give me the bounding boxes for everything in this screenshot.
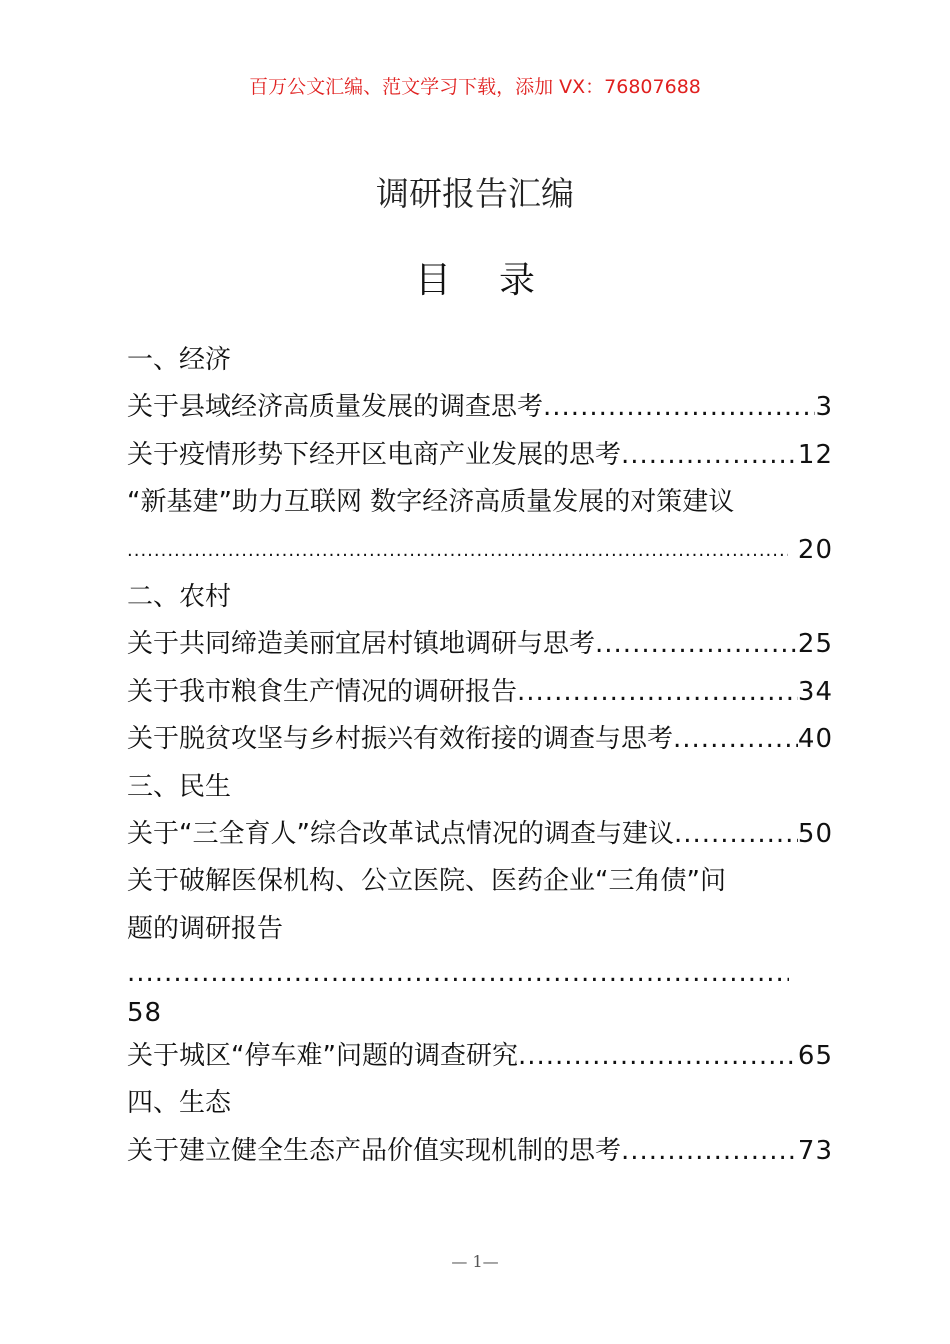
entry-page: 20: [797, 534, 833, 565]
entry-page: 3: [815, 392, 833, 423]
toc-entry[interactable]: [127, 384, 833, 431]
document-title: 调研报告汇编: [376, 174, 574, 213]
table-of-contents: [127, 337, 833, 1175]
section-heading: 四、生态: [127, 1088, 232, 1119]
entry-title: 关于疫情形势下经开区电商产业发展的思考: [127, 439, 622, 470]
section-heading: 三、民生: [127, 771, 232, 802]
entry-title: 关于我市粮食生产情况的调研报告: [127, 676, 518, 707]
dot-leader: [517, 669, 798, 716]
toc-entry[interactable]: [127, 858, 833, 1033]
section-heading: 一、经济: [127, 345, 232, 375]
entry-title: 题的调研报告: [127, 913, 284, 944]
toc-entry[interactable]: [127, 621, 833, 668]
entry-title: 关于建立健全生态产品价值实现机制的思考: [127, 1135, 622, 1166]
watermark-contact: 百万公文汇编、范文学习下载，添加 VX：76807688: [249, 76, 701, 98]
dot-leader: [621, 432, 798, 479]
toc-title-char: 目: [414, 260, 451, 301]
toc-entry[interactable]: [127, 1128, 833, 1175]
entry-title: 关于破解医保机构、公立医院、医药企业“三角债”问: [127, 866, 726, 897]
entry-title: 关于共同缔造美丽宜居村镇地调研与思考: [127, 629, 596, 660]
dot-leader: [674, 811, 798, 858]
section-heading: 二、农村: [127, 581, 232, 612]
toc-entry[interactable]: [127, 811, 833, 858]
toc-title-char: 录: [499, 260, 536, 301]
toc-title: [0, 252, 950, 303]
entry-page: 12: [797, 439, 833, 470]
entry-page: 34: [797, 676, 833, 707]
entry-title: 关于脱贫攻坚与乡村振兴有效衔接的调查与思考: [127, 724, 674, 755]
entry-title: 关于县域经济高质量发展的调查思考: [127, 392, 544, 423]
dot-leader: [595, 621, 798, 668]
toc-entry[interactable]: [127, 716, 833, 763]
entry-title: 关于城区“停车难”问题的调查研究: [127, 1041, 518, 1072]
entry-page: 40: [797, 724, 833, 755]
entry-page: 58: [127, 998, 163, 1029]
dot-leader: [127, 527, 788, 574]
entry-page: 73: [797, 1135, 833, 1166]
page-number: — 1—: [451, 1252, 499, 1271]
entry-title: “新基建”助力互联网 数字经济高质量发展的对策建议: [127, 487, 735, 518]
dot-leader: [518, 1033, 798, 1080]
entry-page: 25: [797, 629, 833, 660]
dot-leader: [621, 1128, 798, 1175]
entry-title: 关于“三全育人”综合改革试点情况的调查与建议: [127, 818, 674, 849]
toc-entry[interactable]: [127, 1033, 833, 1080]
dot-leader: [543, 384, 815, 431]
toc-entry[interactable]: [127, 479, 833, 574]
entry-page: 50: [797, 818, 833, 849]
entry-page: 65: [797, 1041, 833, 1072]
dot-leader: [673, 716, 798, 763]
dot-leader: [127, 953, 789, 993]
toc-entry[interactable]: [127, 669, 833, 716]
toc-entry[interactable]: [127, 432, 833, 479]
